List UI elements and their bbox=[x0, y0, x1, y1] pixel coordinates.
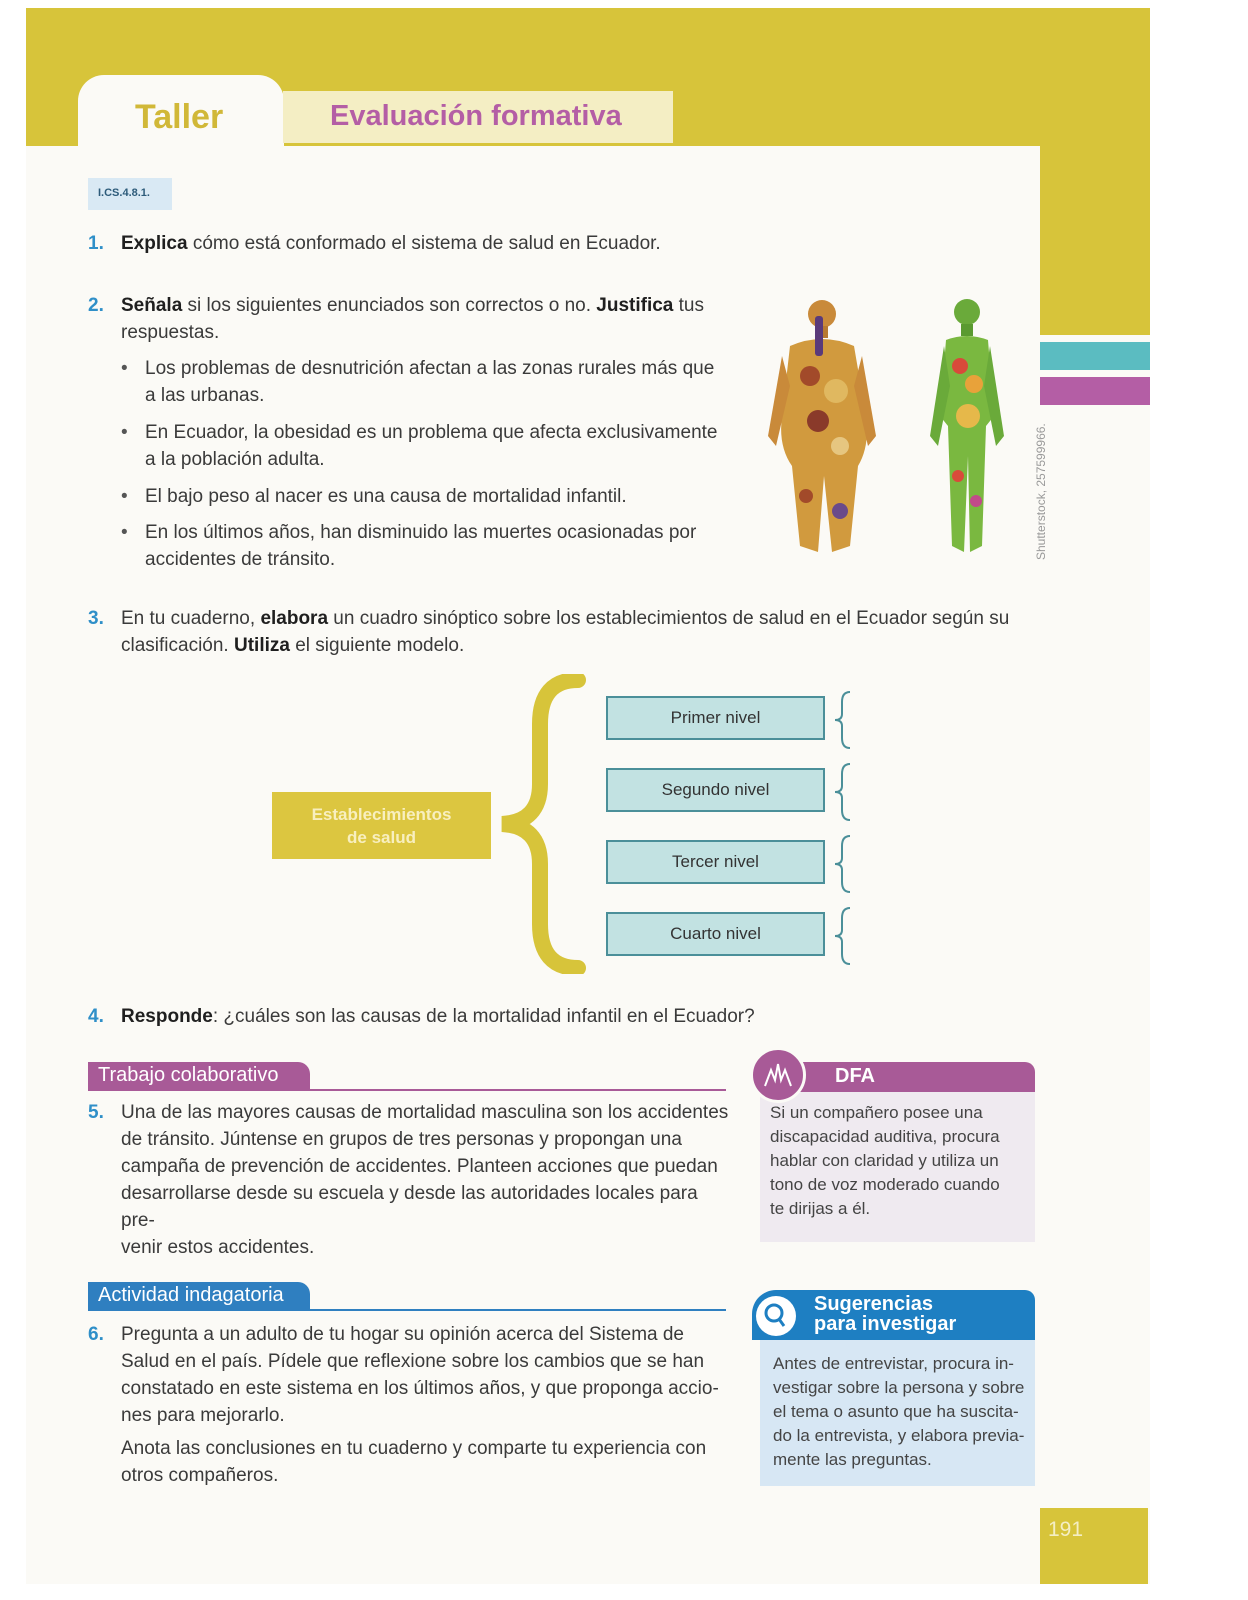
question-number: 6. bbox=[88, 1324, 104, 1345]
text-line: te dirijas a él. bbox=[770, 1199, 871, 1218]
text-line: Pregunta a un adulto de tu hogar su opinión acerca del Sistema de bbox=[121, 1324, 684, 1345]
dfa-text bbox=[770, 1101, 1028, 1221]
level-box-4: Cuarto nivel bbox=[606, 912, 825, 956]
sugerencias-text bbox=[773, 1352, 1031, 1472]
question-text-2: un cuadro sinóptico sobre los establecimientos de salud en el Ecuador según su bbox=[328, 608, 1010, 629]
text-line: el tema o asunto que ha suscita- bbox=[773, 1402, 1019, 1421]
skill-code-badge: I.CS.4.8.1. bbox=[88, 178, 172, 210]
question-number: 5. bbox=[88, 1102, 104, 1123]
actividad-indagatoria-heading: Actividad indagatoria bbox=[88, 1282, 310, 1310]
question-number: 3. bbox=[88, 608, 104, 629]
question-number: 4. bbox=[88, 1006, 104, 1027]
trabajo-colaborativo-heading: Trabajo colaborativo bbox=[88, 1062, 310, 1090]
question-text-4: el siguiente modelo. bbox=[289, 635, 465, 656]
question-verb: Señala bbox=[121, 295, 183, 316]
question-text-2: tus bbox=[673, 295, 704, 316]
bullet-line: En Ecuador, la obesidad es un problema que afecta exclusivamente bbox=[145, 422, 718, 443]
level-box-2: Segundo nivel bbox=[606, 768, 825, 812]
heading-line: para investigar bbox=[814, 1313, 957, 1335]
question-2 bbox=[88, 292, 731, 346]
level-box-3: Tercer nivel bbox=[606, 840, 825, 884]
text-line: constatado en este sistema en los últimos años, y que proponga accio- bbox=[121, 1378, 719, 1399]
text-line: Anota las conclusiones en tu cuaderno y comparte tu experiencia con bbox=[121, 1438, 707, 1459]
small-brace-icon bbox=[832, 762, 856, 822]
text-line: discapacidad auditiva, procura bbox=[770, 1127, 1000, 1146]
image-credit: Shutterstock, 257599966. bbox=[1034, 423, 1048, 560]
bullet-line: accidentes de tránsito. bbox=[145, 549, 336, 570]
question-number: 2. bbox=[88, 295, 104, 316]
text-line: Salud en el país. Pídele que reflexione sobre los cambios que se han bbox=[121, 1351, 705, 1372]
magenta-stripe bbox=[1040, 377, 1150, 405]
bullet-line: a la población adulta. bbox=[145, 449, 325, 470]
question-4 bbox=[88, 1003, 755, 1030]
small-brace-icon bbox=[832, 690, 856, 750]
bullet-item bbox=[145, 355, 714, 409]
question-text: : ¿cuáles son las causas de la mortalidad infantil en el Ecuador? bbox=[212, 1006, 755, 1027]
text-line: desarrollarse desde su escuela y desde las autoridades locales para pre- bbox=[121, 1183, 698, 1231]
page-number: 191 bbox=[1040, 1508, 1148, 1584]
small-brace-icon bbox=[832, 834, 856, 894]
section-rule bbox=[88, 1089, 726, 1091]
taller-label: Taller bbox=[135, 98, 224, 136]
bullet-line: Los problemas de desnutrición afectan a las zonas rurales más que bbox=[145, 358, 715, 379]
bullet-line: En los últimos años, han disminuido las muertes ocasionadas por bbox=[145, 522, 697, 543]
healthy-body-figure bbox=[930, 299, 1004, 552]
right-band bbox=[1040, 140, 1150, 335]
unhealthy-body-figure bbox=[768, 300, 876, 552]
question-5 bbox=[88, 1099, 731, 1261]
level-box-1: Primer nivel bbox=[606, 696, 825, 740]
text-line: vestigar sobre la persona y sobre bbox=[773, 1378, 1025, 1397]
question-text: cómo está conformado el sistema de salud en Ecuador. bbox=[187, 233, 661, 254]
small-brace-icon bbox=[832, 906, 856, 966]
text-line: Si un compañero posee una bbox=[770, 1103, 983, 1122]
question-text-3: clasificación. bbox=[121, 635, 234, 656]
bullet-item bbox=[145, 519, 696, 573]
search-icon bbox=[756, 1296, 796, 1336]
diagram-root-box bbox=[272, 792, 491, 859]
question-verb: Responde bbox=[121, 1006, 213, 1027]
text-line: hablar con claridad y utiliza un bbox=[770, 1151, 999, 1170]
bullet-item bbox=[145, 419, 717, 473]
hands-icon bbox=[750, 1047, 806, 1103]
root-label-line: de salud bbox=[347, 828, 416, 847]
text-line: Una de las mayores causas de mortalidad masculina son los accidentes bbox=[121, 1102, 729, 1123]
text-line: tono de voz moderado cuando bbox=[770, 1175, 1000, 1194]
text-line: de tránsito. Júntense en grupos de tres personas y propongan una bbox=[121, 1129, 682, 1150]
bullet-item bbox=[145, 483, 627, 510]
text-line: do la entrevista, y elabora previa- bbox=[773, 1426, 1025, 1445]
question-verb-2: Justifica bbox=[596, 295, 674, 316]
question-6 bbox=[88, 1321, 731, 1489]
question-text-3: respuestas. bbox=[121, 322, 220, 343]
page-title: Evaluación formativa bbox=[330, 100, 622, 132]
question-verb: elabora bbox=[260, 608, 329, 629]
text-line: otros compañeros. bbox=[121, 1465, 279, 1486]
question-verb-2: Utiliza bbox=[234, 635, 290, 656]
section-rule bbox=[88, 1309, 726, 1311]
heading-line: Sugerencias bbox=[814, 1293, 933, 1315]
question-1 bbox=[88, 230, 661, 257]
question-text: En tu cuaderno, bbox=[121, 608, 261, 629]
text-line: Antes de entrevistar, procura in- bbox=[773, 1354, 1014, 1373]
text-line: nes para mejorarlo. bbox=[121, 1405, 285, 1426]
root-label-line: Establecimientos bbox=[311, 805, 452, 824]
teal-stripe bbox=[1040, 342, 1150, 370]
text-line: campaña de prevención de accidentes. Planteen acciones que puedan bbox=[121, 1156, 718, 1177]
question-text: si los siguientes enunciados son correctos o no. bbox=[182, 295, 597, 316]
text-line: venir estos accidentes. bbox=[121, 1237, 315, 1258]
text-line: mente las preguntas. bbox=[773, 1450, 932, 1469]
dfa-heading: DFA bbox=[765, 1062, 1035, 1092]
question-3 bbox=[88, 605, 1041, 659]
bullet-line: El bajo peso al nacer es una causa de mortalidad infantil. bbox=[145, 486, 627, 507]
large-brace-icon bbox=[490, 674, 590, 974]
question-number: 1. bbox=[88, 233, 104, 254]
food-body-figures-image bbox=[760, 296, 1030, 576]
question-verb: Explica bbox=[121, 233, 188, 254]
bullet-line: a las urbanas. bbox=[145, 385, 265, 406]
